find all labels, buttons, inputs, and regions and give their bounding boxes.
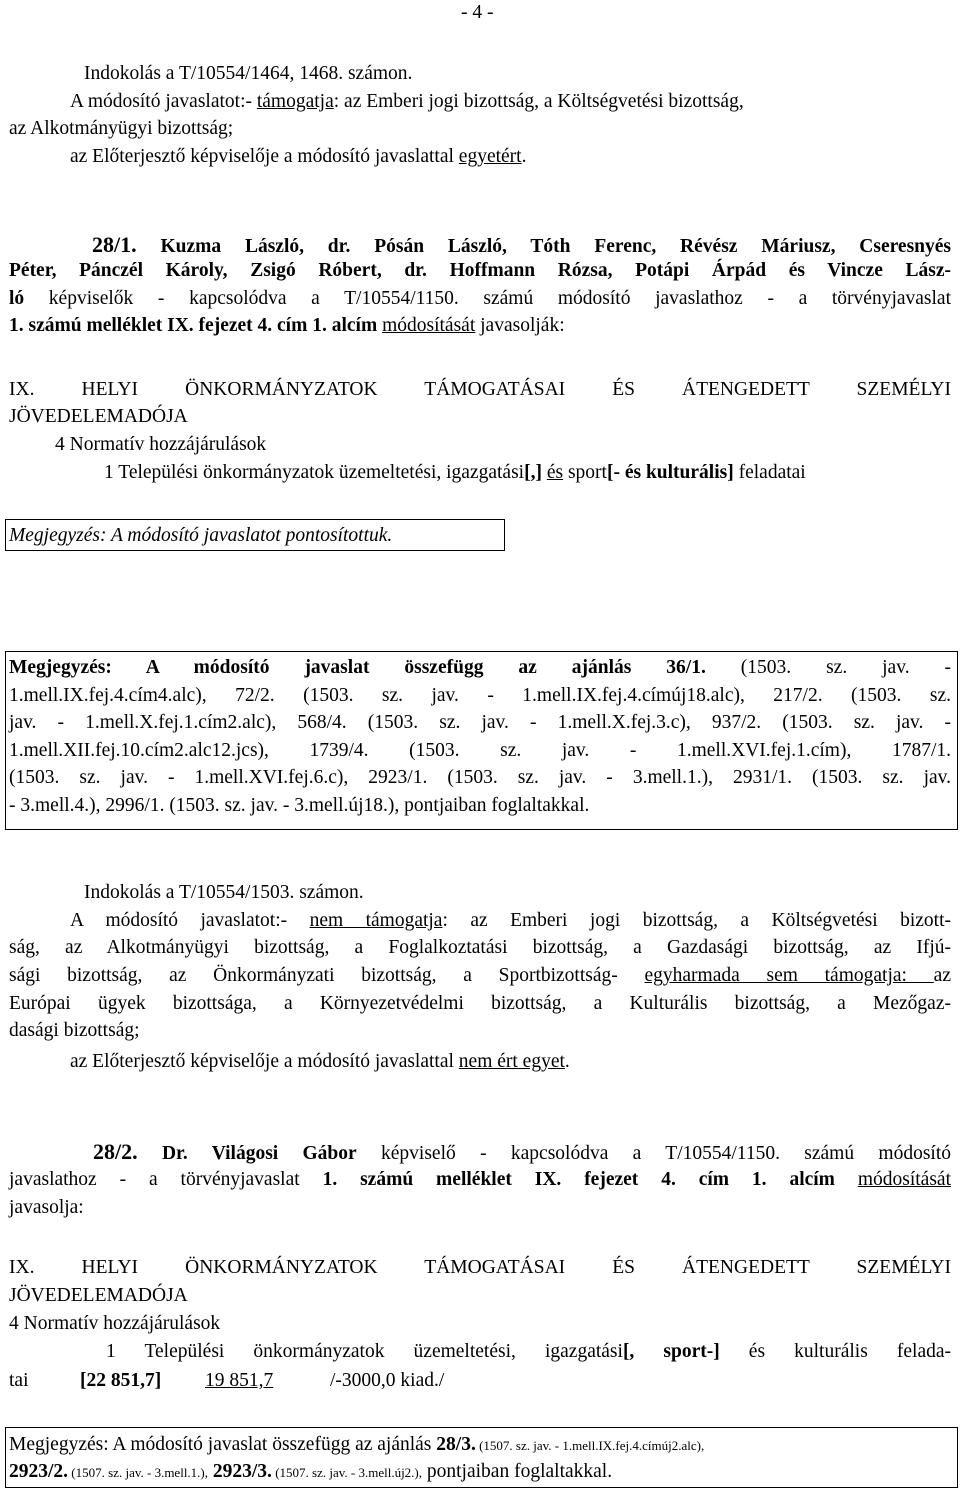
amendment-number: 28/1. xyxy=(92,232,137,257)
related-line6: - 3.mell.4.), 2996/1. (1503. sz. jav. - 3.mell.új18.), pontjaiban foglaltakkal. xyxy=(9,795,590,816)
amendment-28-1-heading: 28/1. Kuzma László, dr. Pósán László, Tóth Ferenc, Révész Máriusz, Cseresnyés xyxy=(92,232,951,257)
budget-line: 1 Települési önkormányzatok üzemeltetési, igazgatási[,] és sport[- és kulturális] feladatai xyxy=(104,462,806,483)
section-title-cont: JÖVEDELEMADÓJA xyxy=(9,1285,188,1306)
amendment-28-1-line4: 1. számú melléklet IX. fejezet 4. cím 1. alcím módosítását javasolják: xyxy=(9,315,565,336)
section-title: IX. HELYI ÖNKORMÁNYZATOK TÁMOGATÁSAI ÉS ÁTENGEDETT SZEMÉLYI xyxy=(9,379,951,400)
presenter-line: az Előterjesztő képviselője a módosító javaslattal nem ért egyet. xyxy=(70,1051,570,1072)
amendment-28-2-line2: javaslathoz - a törvényjavaslat 1. számú melléklet IX. fejezet 4. cím 1. alcím módosítását xyxy=(9,1169,951,1190)
justification-line: Indokolás a T/10554/1503. számon. xyxy=(84,882,364,903)
support-line-cont: az Alkotmányügyi bizottság; xyxy=(9,118,234,139)
support-line: A módosító javaslatot:- támogatja: az Emberi jogi bizottság, a Költségvetési bizottság, xyxy=(70,91,744,112)
related-line4: 1.mell.XII.fej.10.cím2.alc12.jcs), 1739/4. (1503. sz. jav. - 1.mell.XVI.fej.1.cím), 1787/1. xyxy=(9,740,951,761)
subsection-title: 4 Normatív hozzájárulások xyxy=(55,434,267,455)
budget-line-cont: tai xyxy=(9,1370,29,1391)
amendment-28-2-heading: 28/2. Dr. Világosi Gábor képviselő - kapcsolódva a T/10554/1150. számú módosító xyxy=(93,1139,951,1164)
page-number: - 4 - xyxy=(461,2,494,23)
support-status: támogatja xyxy=(256,91,334,112)
presenter-status: egyetért xyxy=(458,146,522,167)
support-line2: ság, az Alkotmányügyi bizottság, a Foglalkoztatási bizottság, a Gazdasági bizottság, az Ifjú- xyxy=(9,937,951,958)
support-line3: sági bizottság, az Önkormányzati bizottság, a Sportbizottság- egyharmada sem támogatja: az xyxy=(9,965,951,986)
budget-new-value: 19 851,7 xyxy=(205,1370,274,1391)
related2-line1: Megjegyzés: A módosító javaslat összefügg az ajánlás 28/3. (1507. sz. jav. - 1.mell.IX.fej.4.címúj2.alc), xyxy=(9,1434,705,1455)
section-title: IX. HELYI ÖNKORMÁNYZATOK TÁMOGATÁSAI ÉS ÁTENGEDETT SZEMÉLYI xyxy=(9,1257,951,1278)
subsection-title: 4 Normatív hozzájárulások xyxy=(9,1313,221,1334)
budget-old-value: [22 851,7] xyxy=(80,1370,162,1391)
amendment-28-1-line2: Péter, Pánczél Károly, Zsigó Róbert, dr. Hoffmann Rózsa, Potápi Árpád és Vincze Lász- xyxy=(9,260,951,281)
related-line5: (1503. sz. jav. - 1.mell.XVI.fej.6.c), 2923/1. (1503. sz. jav. - 3.mell.1.), 2931/1. (1503. sz. jav. xyxy=(9,767,951,788)
related-line2: 1.mell.IX.fej.4.cím4.alc), 72/2. (1503. sz. jav. - 1.mell.IX.fej.4.címúj18.alc), 217/2. (1503. sz. xyxy=(9,685,951,706)
support-line: A módosító javaslatot:- nem támogatja: az Emberi jogi bizottság, a Költségvetési bizott- xyxy=(70,910,951,931)
budget-line: 1 Települési önkormányzatok üzemeltetési, igazgatási[, sport-] és kulturális felada- xyxy=(106,1341,951,1362)
justification-line: Indokolás a T/10554/1464, 1468. számon. xyxy=(84,63,413,84)
related2-line2: 2923/2. (1507. sz. jav. - 3.mell.1.), 2923/3. (1507. sz. jav. - 3.mell.új2.), pontjaiban foglaltakkal. xyxy=(9,1461,613,1482)
note-text: Megjegyzés: A módosító javaslatot pontosítottuk. xyxy=(9,525,393,546)
related-line1: Megjegyzés: A módosító javaslat összefügg az ajánlás 36/1. (1503. sz. jav. - xyxy=(9,657,952,678)
support-line4: Európai ügyek bizottsága, a Környezetvédelmi bizottság, a Kulturális bizottság, a Mezőgaz- xyxy=(9,993,951,1014)
amendment-28-2-line3: javasolja: xyxy=(9,1197,84,1218)
support-line5: dasági bizottság; xyxy=(9,1020,140,1041)
section-title-cont: JÖVEDELEMADÓJA xyxy=(9,406,188,427)
presenter-line: az Előterjesztő képviselője a módosító javaslattal egyetért. xyxy=(70,146,527,167)
budget-change: /-3000,0 kiad./ xyxy=(330,1370,445,1391)
related-line3: jav. - 1.mell.X.fej.1.cím2.alc), 568/4. (1503. sz. jav. - 1.mell.X.fej.3.c), 937/2. (1503. sz. jav. - xyxy=(9,712,951,733)
amendment-28-1-line3: ló képviselők - kapcsolódva a T/10554/1150. számú módosító javaslathoz - a törvényjavaslat xyxy=(9,288,951,309)
